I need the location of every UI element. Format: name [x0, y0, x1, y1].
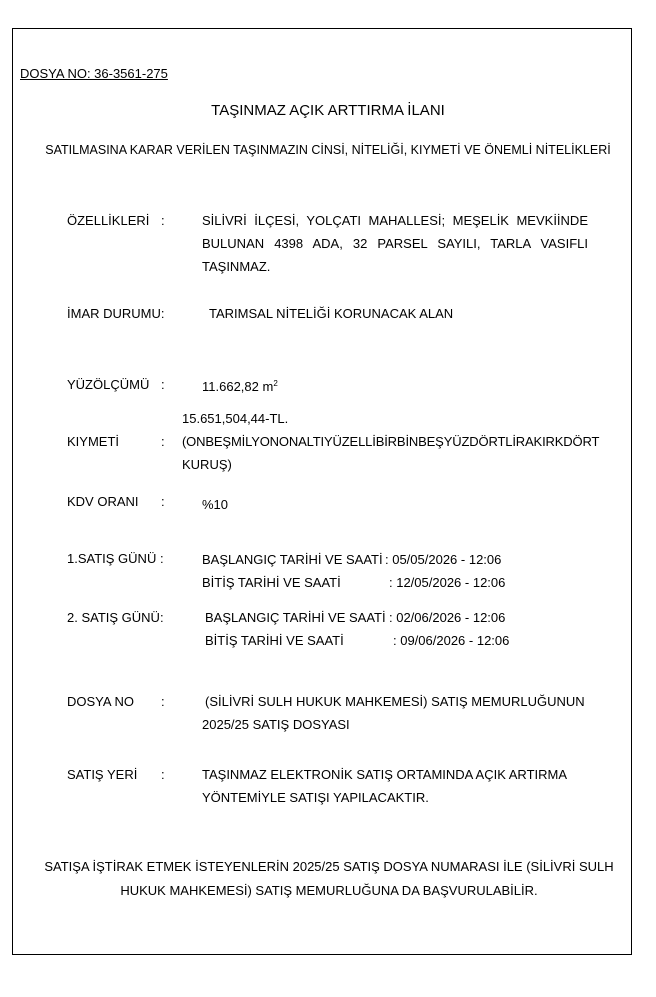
- dosya-no-label: DOSYA NO: [67, 694, 134, 709]
- kiymeti-colon: :: [161, 434, 165, 449]
- dosya-no-line2: 2025/25 SATIŞ DOSYASI: [202, 717, 350, 732]
- ozellikleri-line1: SİLİVRİ İLÇESİ, YOLÇATI MAHALLESİ; MEŞELİK MEVKİİNDE: [202, 213, 588, 228]
- ozellikleri-colon: :: [161, 213, 165, 228]
- satis-yeri-colon: :: [161, 767, 165, 782]
- satis1-label: 1.SATIŞ GÜNÜ :: [67, 551, 164, 566]
- satis-yeri-label: SATIŞ YERİ: [67, 767, 138, 782]
- satis1-start-label: BAŞLANGIÇ TARİHİ VE SAATİ: [202, 552, 383, 567]
- kiymeti-line2: (ONBEŞMİLYONONALTIYÜZELLİBİRBİNBEŞYÜZDÖRTLİRAKIRKDÖRT: [182, 434, 600, 449]
- yuzolcumu-value: 11.662,82 $m^2$: [202, 379, 278, 394]
- kiymeti-line3: KURUŞ): [182, 457, 232, 472]
- area-unit-superscript: 2: [273, 379, 278, 388]
- satis2-start-value: : 02/06/2026 - 12:06: [389, 610, 506, 625]
- file-number: DOSYA NO: 36-3561-275: [20, 66, 168, 81]
- imar-label: İMAR DURUMU:: [67, 306, 165, 321]
- satis1-start-value: : 05/05/2026 - 12:06: [385, 552, 502, 567]
- ozellikleri-label: ÖZELLİKLERİ: [67, 213, 150, 228]
- satis2-label: 2. SATIŞ GÜNÜ:: [67, 610, 164, 625]
- page-title: TAŞINMAZ AÇIK ARTTIRMA İLANI: [211, 102, 445, 119]
- kdv-value: %10: [202, 497, 229, 512]
- kdv-colon: :: [161, 494, 165, 509]
- dosya-no-colon: :: [161, 694, 165, 709]
- footer-note: SATIŞA İŞTİRAK ETMEK İSTEYENLERİN 2025/25 SATIŞ DOSYA NUMARASI İLE (SİLİVRİ SULH HUKUK MAHKEMESİ) SATIŞ MEMURLUĞUNA DA BAŞVURULABİLİR.: [44, 859, 614, 898]
- kiymeti-line1: 15.651,504,44-TL.: [182, 411, 289, 426]
- yuzolcumu-label: YÜZÖLÇÜMÜ: [67, 377, 150, 392]
- dosya-no-line1: (SİLİVRİ SULH HUKUK MAHKEMESİ) SATIŞ MEMURLUĞUNUN: [205, 694, 585, 709]
- kiymeti-label: KIYMETİ: [67, 434, 120, 449]
- satis1-end-value: : 12/05/2026 - 12:06: [389, 575, 506, 590]
- kdv-label: KDV ORANI: [67, 494, 139, 509]
- satis2-start-label: BAŞLANGIÇ TARİHİ VE SAATİ: [205, 610, 386, 625]
- yuzolcumu-colon: :: [161, 377, 165, 392]
- satis2-end-value: : 09/06/2026 - 12:06: [393, 633, 510, 648]
- ozellikleri-line2: BULUNAN 4398 ADA, 32 PARSEL SAYILI, TARLA VASIFLI: [202, 236, 588, 251]
- document-border: [12, 28, 632, 955]
- ozellikleri-line3: TAŞINMAZ.: [202, 259, 271, 274]
- satis-yeri-line1: TAŞINMAZ ELEKTRONİK SATIŞ ORTAMINDA AÇIK ARTIRMA: [202, 767, 568, 782]
- imar-value: TARIMSAL NİTELİĞİ KORUNACAK ALAN: [209, 306, 454, 321]
- satis-yeri-line2: YÖNTEMİYLE SATIŞI YAPILACAKTIR.: [202, 790, 429, 805]
- satis1-end-label: BİTİŞ TARİHİ VE SAATİ: [202, 575, 341, 590]
- satis2-end-label: BİTİŞ TARİHİ VE SAATİ: [205, 633, 344, 648]
- page-subtitle: SATILMASINA KARAR VERİLEN TAŞINMAZIN CİNSİ, NİTELİĞİ, KIYMETİ VE ÖNEMLİ NİTELİKLERİ: [45, 143, 611, 157]
